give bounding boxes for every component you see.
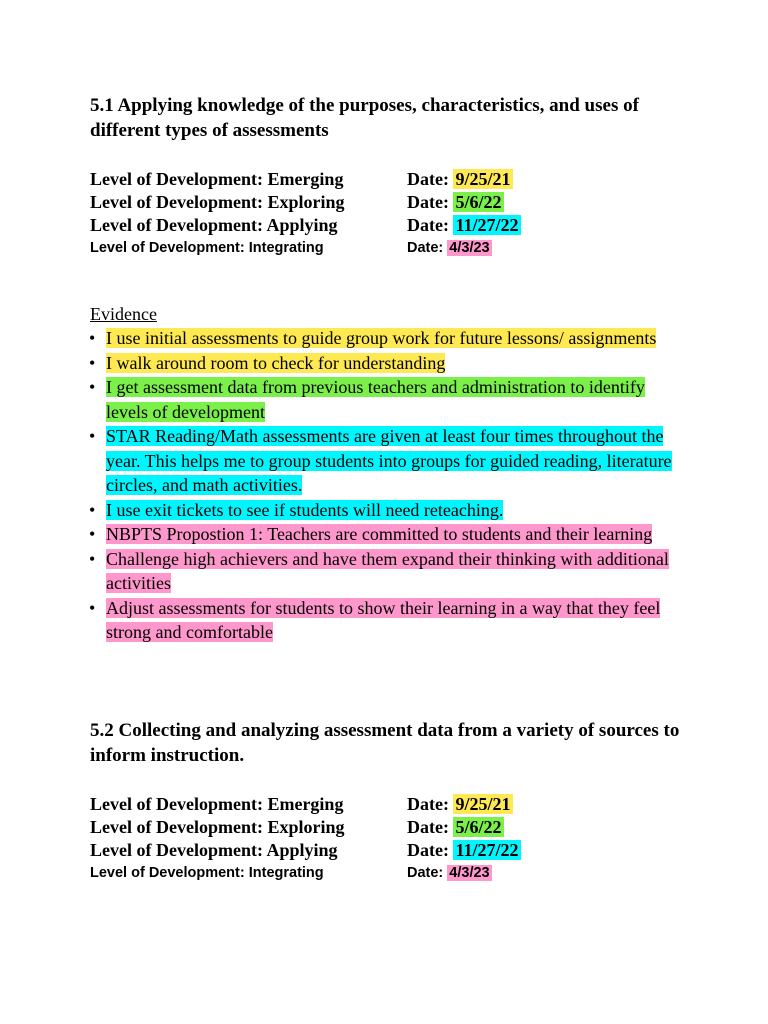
level-row-applying [90,214,610,237]
date-value: 11/27/22 [455,215,519,235]
section-5-1-levels [90,168,610,260]
bullet-icon: • [89,524,96,544]
date-value: 9/25/21 [455,169,511,189]
date-value: 4/3/23 [449,865,490,881]
level-row-integrating [90,862,610,885]
level-date [407,862,492,885]
bullet-icon: • [89,548,96,569]
section-5-1-heading: 5.1 Applying knowledge of the purposes, characteristics, and uses of different types of assessments [90,95,639,141]
date-value: 5/6/22 [455,192,502,212]
date-prefix: Date: [407,794,449,814]
bullet-icon: • [89,426,96,446]
level-label: Level of Development: Exploring [90,817,345,837]
date-prefix: Date: [407,169,449,189]
bullet-icon: • [89,377,96,397]
evidence-text: Challenge high achievers and have them expand their thinking with additional activities [106,548,669,593]
date-prefix: Date: [407,865,444,881]
level-row-applying [90,839,610,862]
level-label: Level of Development: Integrating [90,865,324,881]
level-row-exploring [90,191,610,214]
date-prefix: Date: [407,192,449,212]
level-label: Level of Development: Applying [90,840,338,860]
level-date [407,168,513,191]
evidence-title: Evidence [90,304,157,324]
evidence-item [90,522,690,547]
level-label: Level of Development: Emerging [90,169,344,189]
date-value: 9/25/21 [455,794,511,814]
level-date [407,237,492,260]
date-value: 4/3/23 [449,240,490,256]
date-value: 11/27/22 [455,840,519,860]
evidence-text: NBPTS Propostion 1: Teachers are committed to students and their learning [106,524,653,544]
bullet-icon: • [89,352,96,373]
evidence-item [90,326,690,351]
section-5-2-heading: 5.2 Collecting and analyzing assessment data from a variety of sources to inform instruction. [90,720,680,766]
date-value: 5/6/22 [455,817,502,837]
evidence-text: I use initial assessments to guide group work for future lessons/ assignments [106,328,657,348]
level-date [407,816,504,839]
level-row-integrating [90,237,610,260]
evidence-item [90,424,690,498]
level-date [407,793,513,816]
bullet-icon: • [89,499,96,520]
date-prefix: Date: [407,240,444,256]
level-label: Level of Development: Applying [90,215,338,235]
level-row-exploring [90,816,610,839]
evidence-text: STAR Reading/Math assessments are given at least four times throughout the year. This helps me to group students into groups for guided reading, literature circles, and math activities. [106,426,672,495]
level-label: Level of Development: Emerging [90,794,344,814]
evidence-item [90,498,690,523]
evidence-item [90,351,690,376]
date-prefix: Date: [407,840,449,860]
date-prefix: Date: [407,817,449,837]
level-row-emerging [90,793,610,816]
evidence-item [90,375,690,424]
evidence-text: I walk around room to check for understanding [106,352,446,373]
level-date [407,191,504,214]
bullet-icon: • [89,597,96,618]
level-date [407,839,521,862]
bullet-icon: • [89,328,96,348]
evidence-item [90,547,690,596]
evidence-item [90,596,690,645]
evidence-text: Adjust assessments for students to show their learning in a way that they feel strong and comfortable [106,597,661,642]
level-date [407,214,521,237]
level-row-emerging [90,168,610,191]
evidence-text: I get assessment data from previous teachers and administration to identify levels of development [106,377,645,422]
section-5-2-levels [90,793,610,885]
evidence-list [90,326,690,645]
level-label: Level of Development: Integrating [90,240,324,256]
date-prefix: Date: [407,215,449,235]
level-label: Level of Development: Exploring [90,192,345,212]
evidence-text: I use exit tickets to see if students will need reteaching. [106,499,504,520]
